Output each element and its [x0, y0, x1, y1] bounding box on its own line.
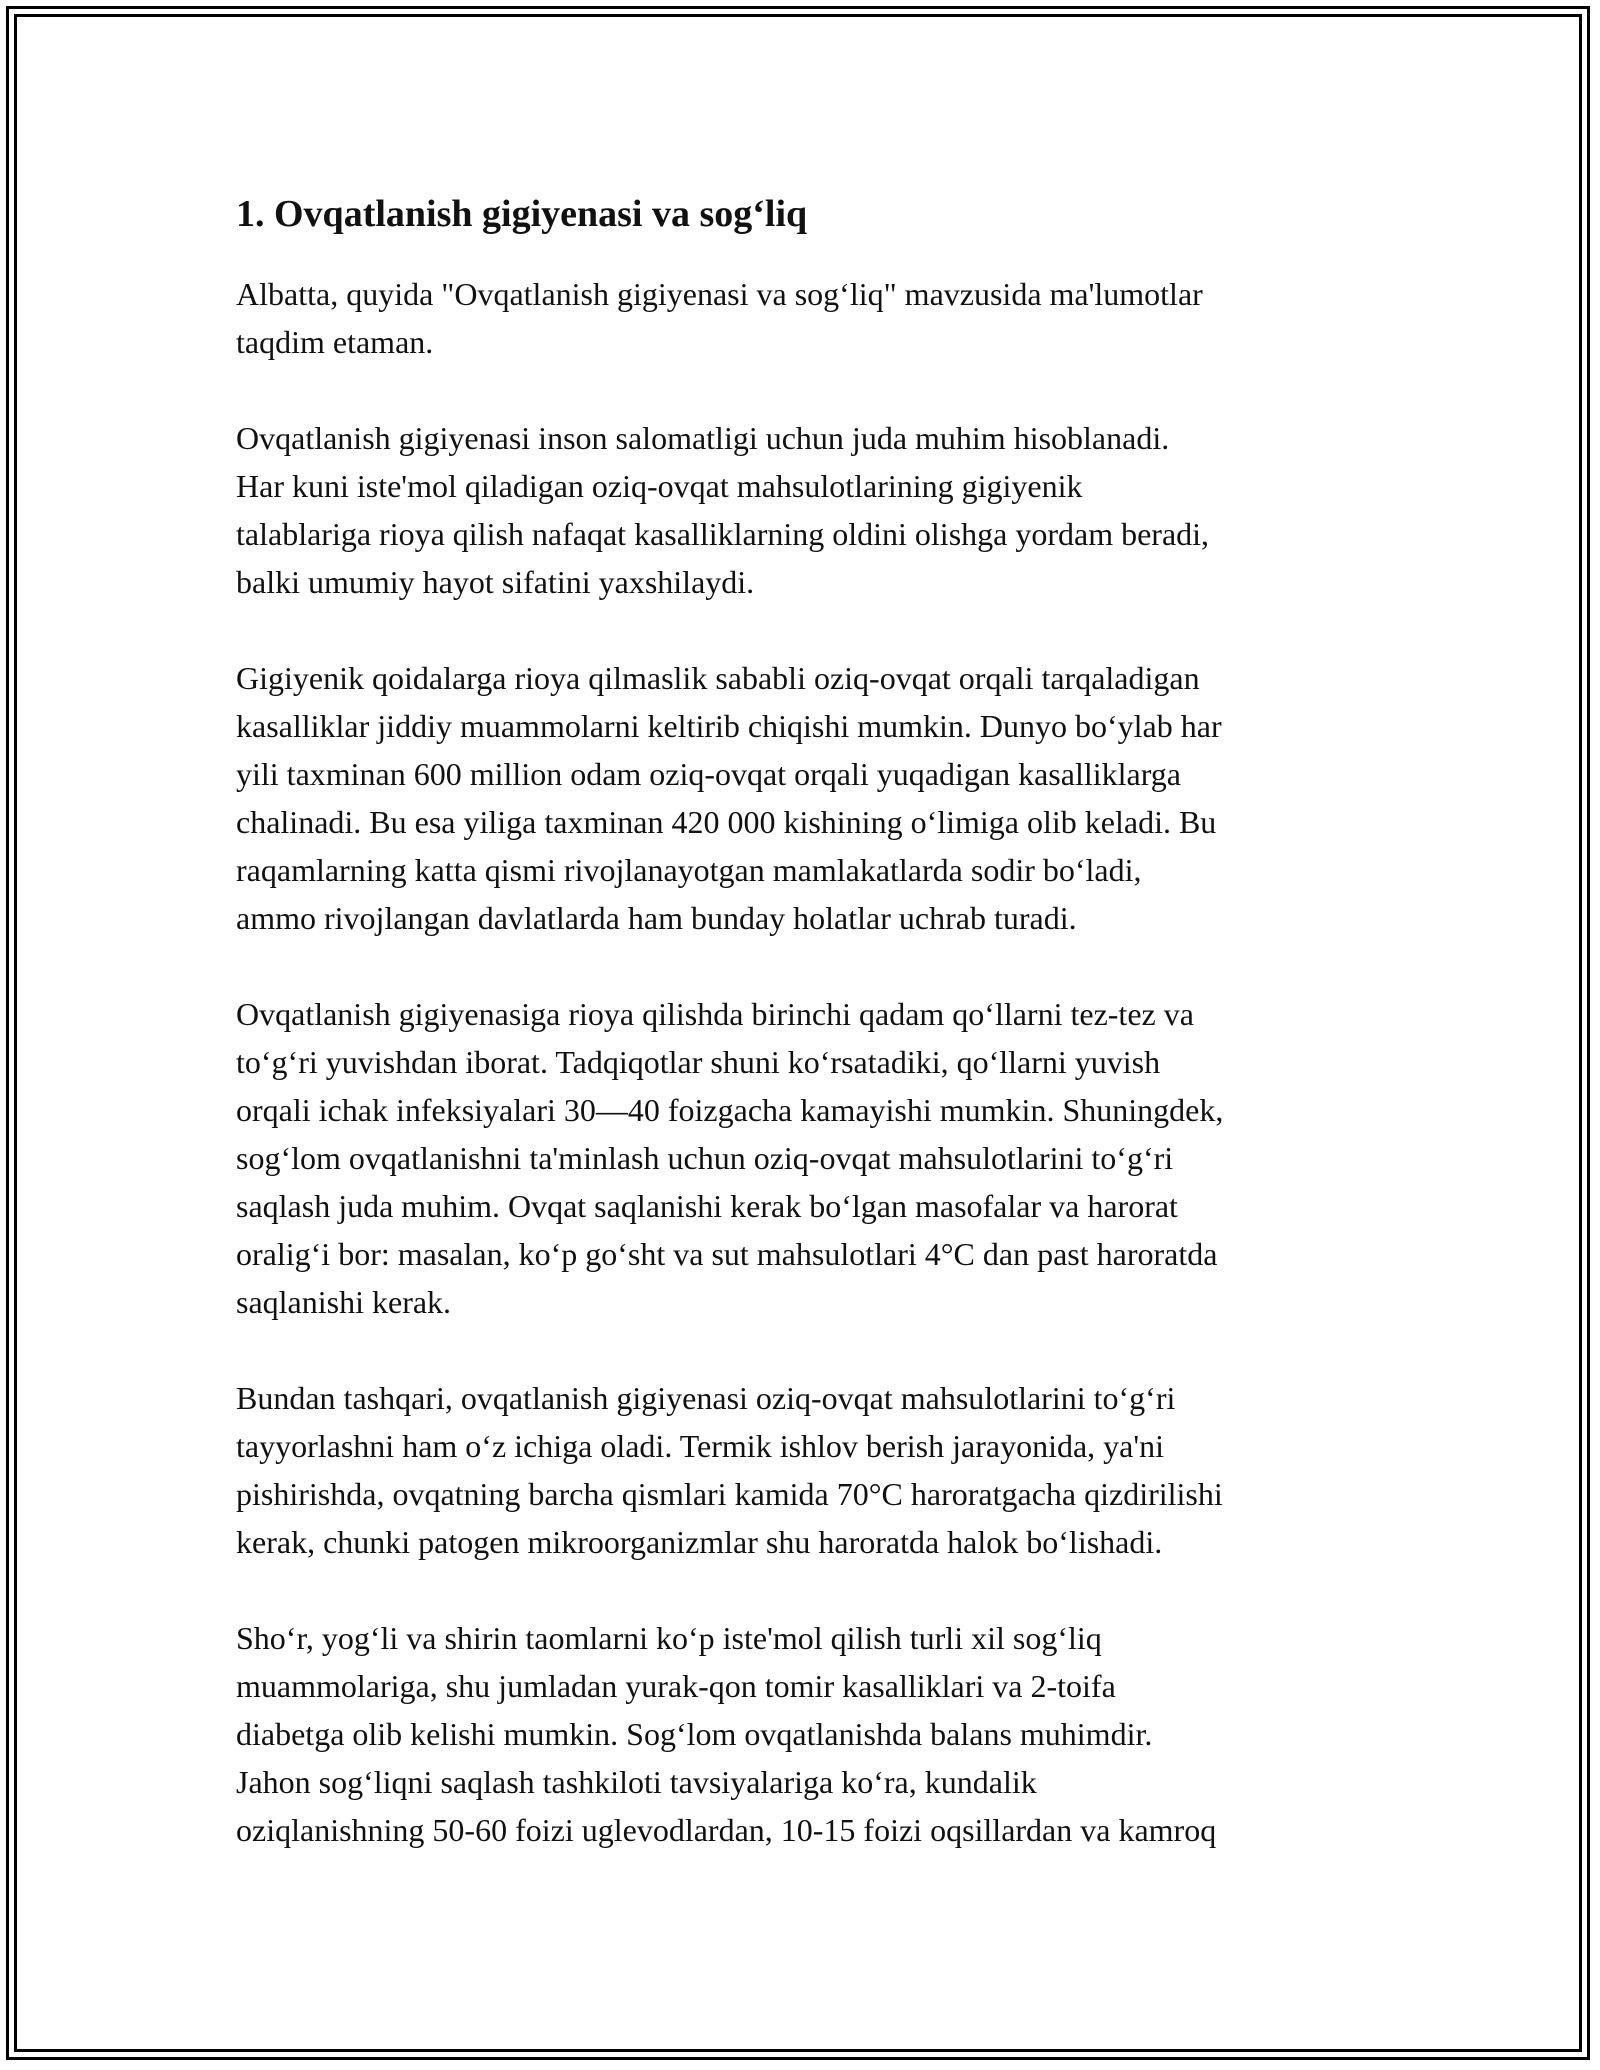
paragraph-diseases	[236, 654, 1376, 942]
text-line: pishirishda, ovqatning barcha qismlari kamida 70°C haroratgacha qizdirilishi	[236, 1476, 1223, 1512]
document-body	[236, 186, 1376, 1902]
text-line: oziqlanishning 50-60 foizi uglevodlardan, 10-15 foizi oqsillardan va kamroq	[236, 1812, 1217, 1848]
text-line: Gigiyenik qoidalarga rioya qilmaslik sababli oziq-ovqat orqali tarqaladigan	[236, 660, 1200, 696]
text-line: to‘g‘ri yuvishdan iborat. Tadqiqotlar shuni ko‘rsatadiki, qo‘llarni yuvish	[236, 1044, 1161, 1080]
paragraph-handwashing	[236, 990, 1376, 1326]
text-line: Har kuni iste'mol qiladigan oziq-ovqat mahsulotlarining gigiyenik	[236, 468, 1083, 504]
text-line: sog‘lom ovqatlanishni ta'minlash uchun oziq-ovqat mahsulotlarini to‘g‘ri	[236, 1140, 1174, 1176]
text-line: saqlanishi kerak.	[236, 1284, 452, 1320]
text-line: tayyorlashni ham o‘z ichiga oladi. Termik ishlov berish jarayonida, ya'ni	[236, 1428, 1165, 1464]
paragraph-balance	[236, 1614, 1376, 1854]
text-line: saqlash juda muhim. Ovqat saqlanishi kerak bo‘lgan masofalar va harorat	[236, 1188, 1178, 1224]
text-line: kasalliklar jiddiy muammolarni keltirib chiqishi mumkin. Dunyo bo‘ylab har	[236, 708, 1222, 744]
paragraph-intro	[236, 270, 1376, 366]
text-line: balki umumiy hayot sifatini yaxshilaydi.	[236, 564, 755, 600]
text-line: muammolariga, shu jumladan yurak-qon tomir kasalliklari va 2-toifa	[236, 1668, 1116, 1704]
text-line: kerak, chunki patogen mikroorganizmlar shu haroratda halok bo‘lishadi.	[236, 1524, 1163, 1560]
paragraph-cooking	[236, 1374, 1376, 1566]
text-line: Jahon sog‘liqni saqlash tashkiloti tavsiyalariga ko‘ra, kundalik	[236, 1764, 1037, 1800]
text-line: Ovqatlanish gigiyenasiga rioya qilishda birinchi qadam qo‘llarni tez-tez va	[236, 996, 1194, 1032]
text-line: Ovqatlanish gigiyenasi inson salomatligi uchun juda muhim hisoblanadi.	[236, 420, 1170, 456]
text-line: diabetga olib kelishi mumkin. Sog‘lom ovqatlanishda balans muhimdir.	[236, 1716, 1153, 1752]
text-line: chalinadi. Bu esa yiliga taxminan 420 000 kishining o‘limiga olib keladi. Bu	[236, 804, 1217, 840]
paragraph-importance	[236, 414, 1376, 606]
text-line: ammo rivojlangan davlatlarda ham bunday holatlar uchrab turadi.	[236, 900, 1077, 936]
text-line: oralig‘i bor: masalan, ko‘p go‘sht va sut mahsulotlari 4°C dan past haroratda	[236, 1236, 1218, 1272]
text-line: taqdim etaman.	[236, 324, 434, 360]
text-line: raqamlarning katta qismi rivojlanayotgan mamlakatlarda sodir bo‘ladi,	[236, 852, 1142, 888]
text-line: yili taxminan 600 million odam oziq-ovqat orqali yuqadigan kasalliklarga	[236, 756, 1181, 792]
text-line: Sho‘r, yog‘li va shirin taomlarni ko‘p iste'mol qilish turli xil sog‘liq	[236, 1620, 1102, 1656]
text-line: talablariga rioya qilish nafaqat kasalliklarning oldini olishga yordam beradi,	[236, 516, 1210, 552]
text-line: Albatta, quyida "Ovqatlanish gigiyenasi va sog‘liq" mavzusida ma'lumotlar	[236, 276, 1203, 312]
text-line: orqali ichak infeksiyalari 30—40 foizgacha kamayishi mumkin. Shuningdek,	[236, 1092, 1224, 1128]
section-heading: 1. Ovqatlanish gigiyenasi va sog‘liq	[236, 193, 808, 235]
text-line: Bundan tashqari, ovqatlanish gigiyenasi oziq-ovqat mahsulotlarini to‘g‘ri	[236, 1380, 1176, 1416]
